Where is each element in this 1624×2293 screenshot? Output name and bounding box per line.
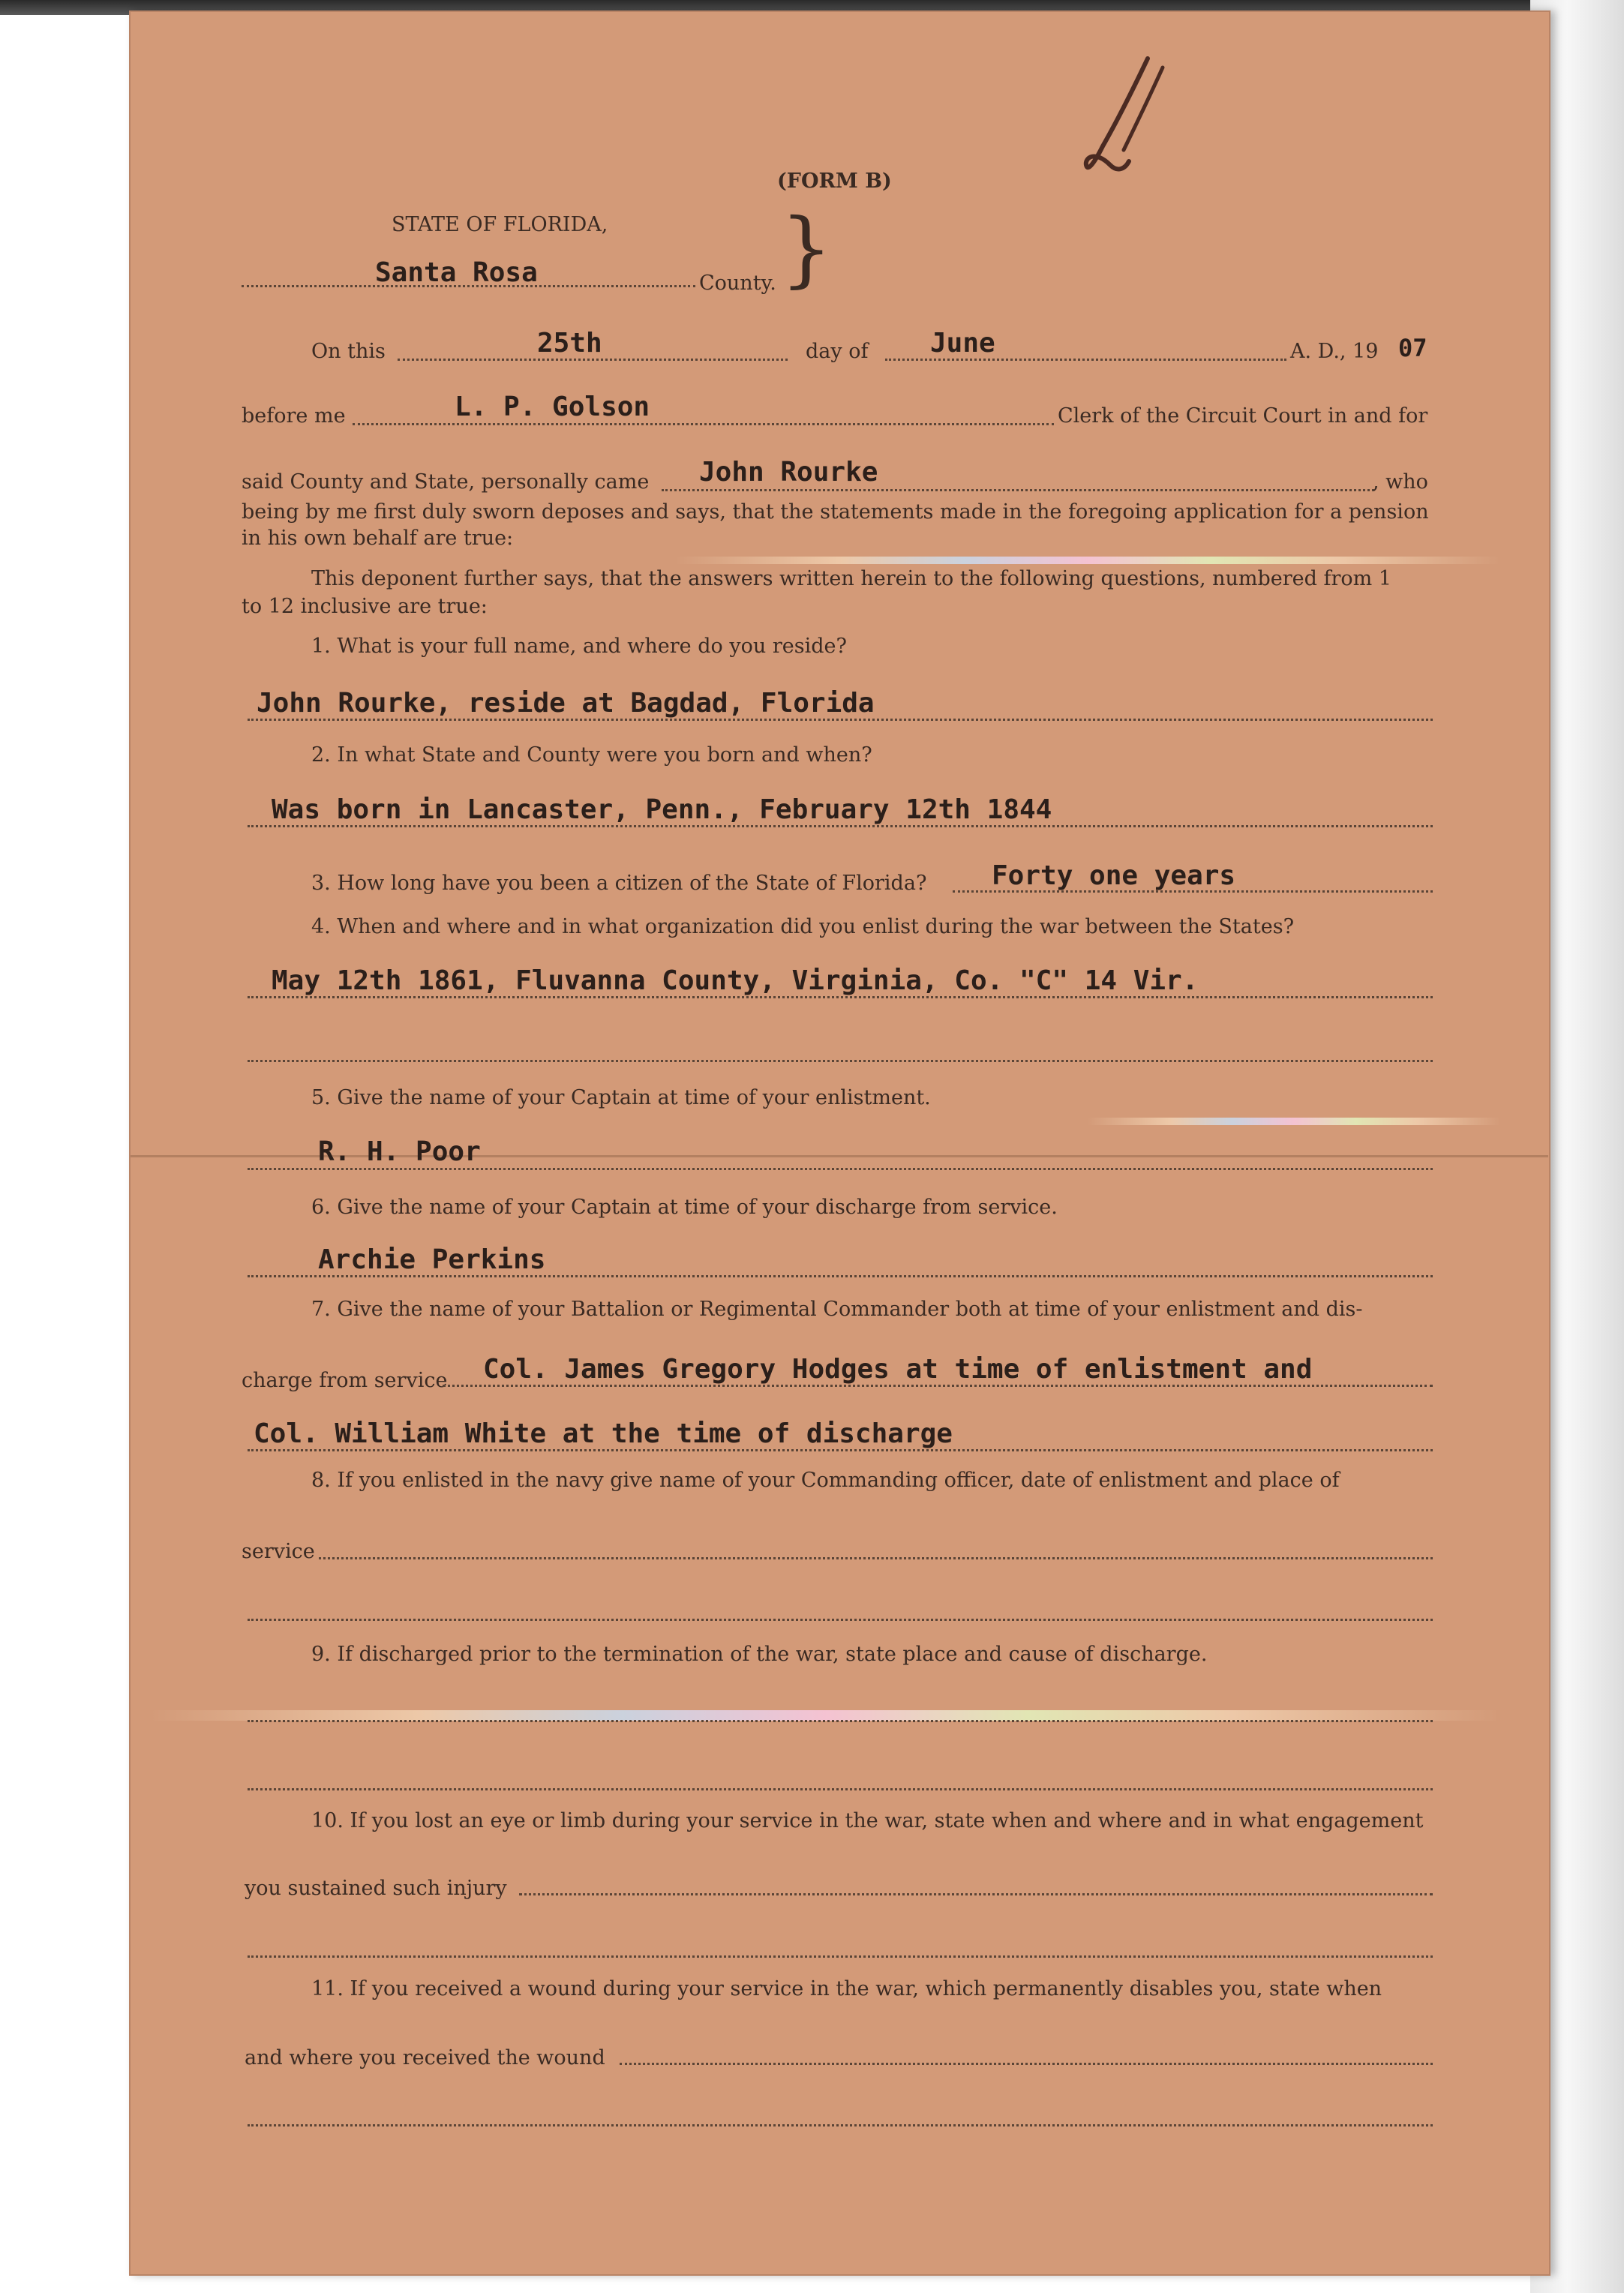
county-answer: Santa Rosa [375, 257, 538, 288]
sworn-line-2: in his own behalf are true: [242, 527, 514, 550]
clerk-answer: L. P. Golson [455, 392, 650, 422]
further-line-2: to 12 inclusive are true: [242, 595, 488, 618]
answer-7-line-2 [248, 1449, 1433, 1451]
answer-4-line [248, 996, 1433, 998]
answer-3: Forty one years [992, 860, 1236, 891]
said-county-text: said County and State, personally came [242, 470, 650, 494]
answer-9-line-2 [248, 1788, 1433, 1790]
question-8-line-1: 8. If you enlisted in the navy give name of your Commanding officer, date of enlistment and place of [311, 1469, 1340, 1492]
question-4: 4. When and where and in what organization did you enlist during the war between the States? [311, 915, 1295, 938]
fold-glare [1088, 1118, 1500, 1125]
answer-11-line-2 [248, 2124, 1433, 2126]
question-2: 2. In what State and County were you born and when? [311, 743, 872, 767]
answer-5-line [248, 1168, 1433, 1170]
day-line [398, 359, 788, 361]
answer-4: May 12th 1861, Fluvanna County, Virginia, Co. "C" 14 Vir. [272, 965, 1199, 996]
day-answer: 25th [537, 328, 602, 359]
question-10-line-1: 10. If you lost an eye or limb during your service in the war, state when and where and in what engagement [311, 1809, 1424, 1832]
clerk-label: Clerk of the Circuit Court in and for [1058, 404, 1428, 428]
question-1: 1. What is your full name, and where do you reside? [311, 635, 847, 658]
fold-glare [150, 1710, 1500, 1721]
question-10-line-2: you sustained such injury [245, 1877, 507, 1900]
answer-1: John Rourke, reside at Bagdad, Florida [257, 688, 875, 719]
question-11-line-1: 11. If you received a wound during your service in the war, which permanently disables you, state when [311, 1977, 1382, 2000]
further-line-1: This deponent further says, that the answers written herein to the following questions, numbered from 1 [311, 567, 1392, 590]
question-8-line-2: service [242, 1540, 315, 1563]
question-6: 6. Give the name of your Captain at time of your discharge from service. [311, 1196, 1058, 1219]
answer-2: Was born in Lancaster, Penn., February 12th 1844 [272, 794, 1052, 825]
sworn-line-1: being by me first duly sworn deposes and says, that the statements made in the foregoing application for a pension [242, 500, 1429, 524]
before-me-label: before me [242, 404, 346, 428]
answer-10-line-2 [248, 1955, 1433, 1958]
form-label: (FORM B) [777, 170, 892, 193]
month-answer: June [930, 328, 995, 359]
on-this-label: On this [311, 340, 386, 363]
answer-8-line-1 [319, 1557, 1433, 1559]
answer-4-line-2 [248, 1060, 1433, 1062]
answer-6: Archie Perkins [318, 1244, 546, 1275]
question-11-line-2: and where you received the wound [245, 2046, 605, 2069]
ad-label: A. D., 19 [1290, 340, 1379, 363]
answer-5: R. H. Poor [318, 1136, 481, 1167]
question-3: 3. How long have you been a citizen of the State of Florida? [311, 872, 927, 895]
answer-2-line [248, 825, 1433, 827]
brace: } [780, 200, 833, 296]
answer-9-line-1 [248, 1720, 1433, 1722]
clerk-line [353, 423, 1054, 425]
day-of-label: day of [806, 340, 869, 363]
ink-check-mark-icon [1065, 53, 1170, 180]
answer-1-line [248, 719, 1433, 721]
answer-7-line-2: Col. William White at the time of discharge [254, 1418, 953, 1449]
who-text: , who [1373, 470, 1428, 494]
answer-6-line [248, 1275, 1433, 1277]
county-suffix: County. [699, 272, 776, 295]
answer-11-line-1 [620, 2063, 1433, 2065]
month-line [885, 359, 1286, 361]
question-9: 9. If discharged prior to the termination of the war, state place and cause of discharge. [311, 1643, 1208, 1666]
answer-10-line-1 [519, 1893, 1433, 1895]
deponent-line [662, 489, 1374, 491]
fold-glare [675, 557, 1500, 564]
answer-8-line-2 [248, 1619, 1433, 1621]
state-heading: STATE OF FLORIDA, [392, 213, 608, 236]
question-5: 5. Give the name of your Captain at time of your enlistment. [311, 1086, 931, 1109]
question-7-line-1: 7. Give the name of your Battalion or Regimental Commander both at time of your enlistment and dis- [311, 1298, 1363, 1321]
deponent-answer: John Rourke [699, 457, 878, 488]
year-answer: 07 [1398, 334, 1427, 362]
answer-7-line-1 [443, 1385, 1433, 1387]
answer-7-line-1: Col. James Gregory Hodges at time of enlistment and [483, 1354, 1313, 1385]
question-7-line-2: charge from service [242, 1369, 448, 1392]
